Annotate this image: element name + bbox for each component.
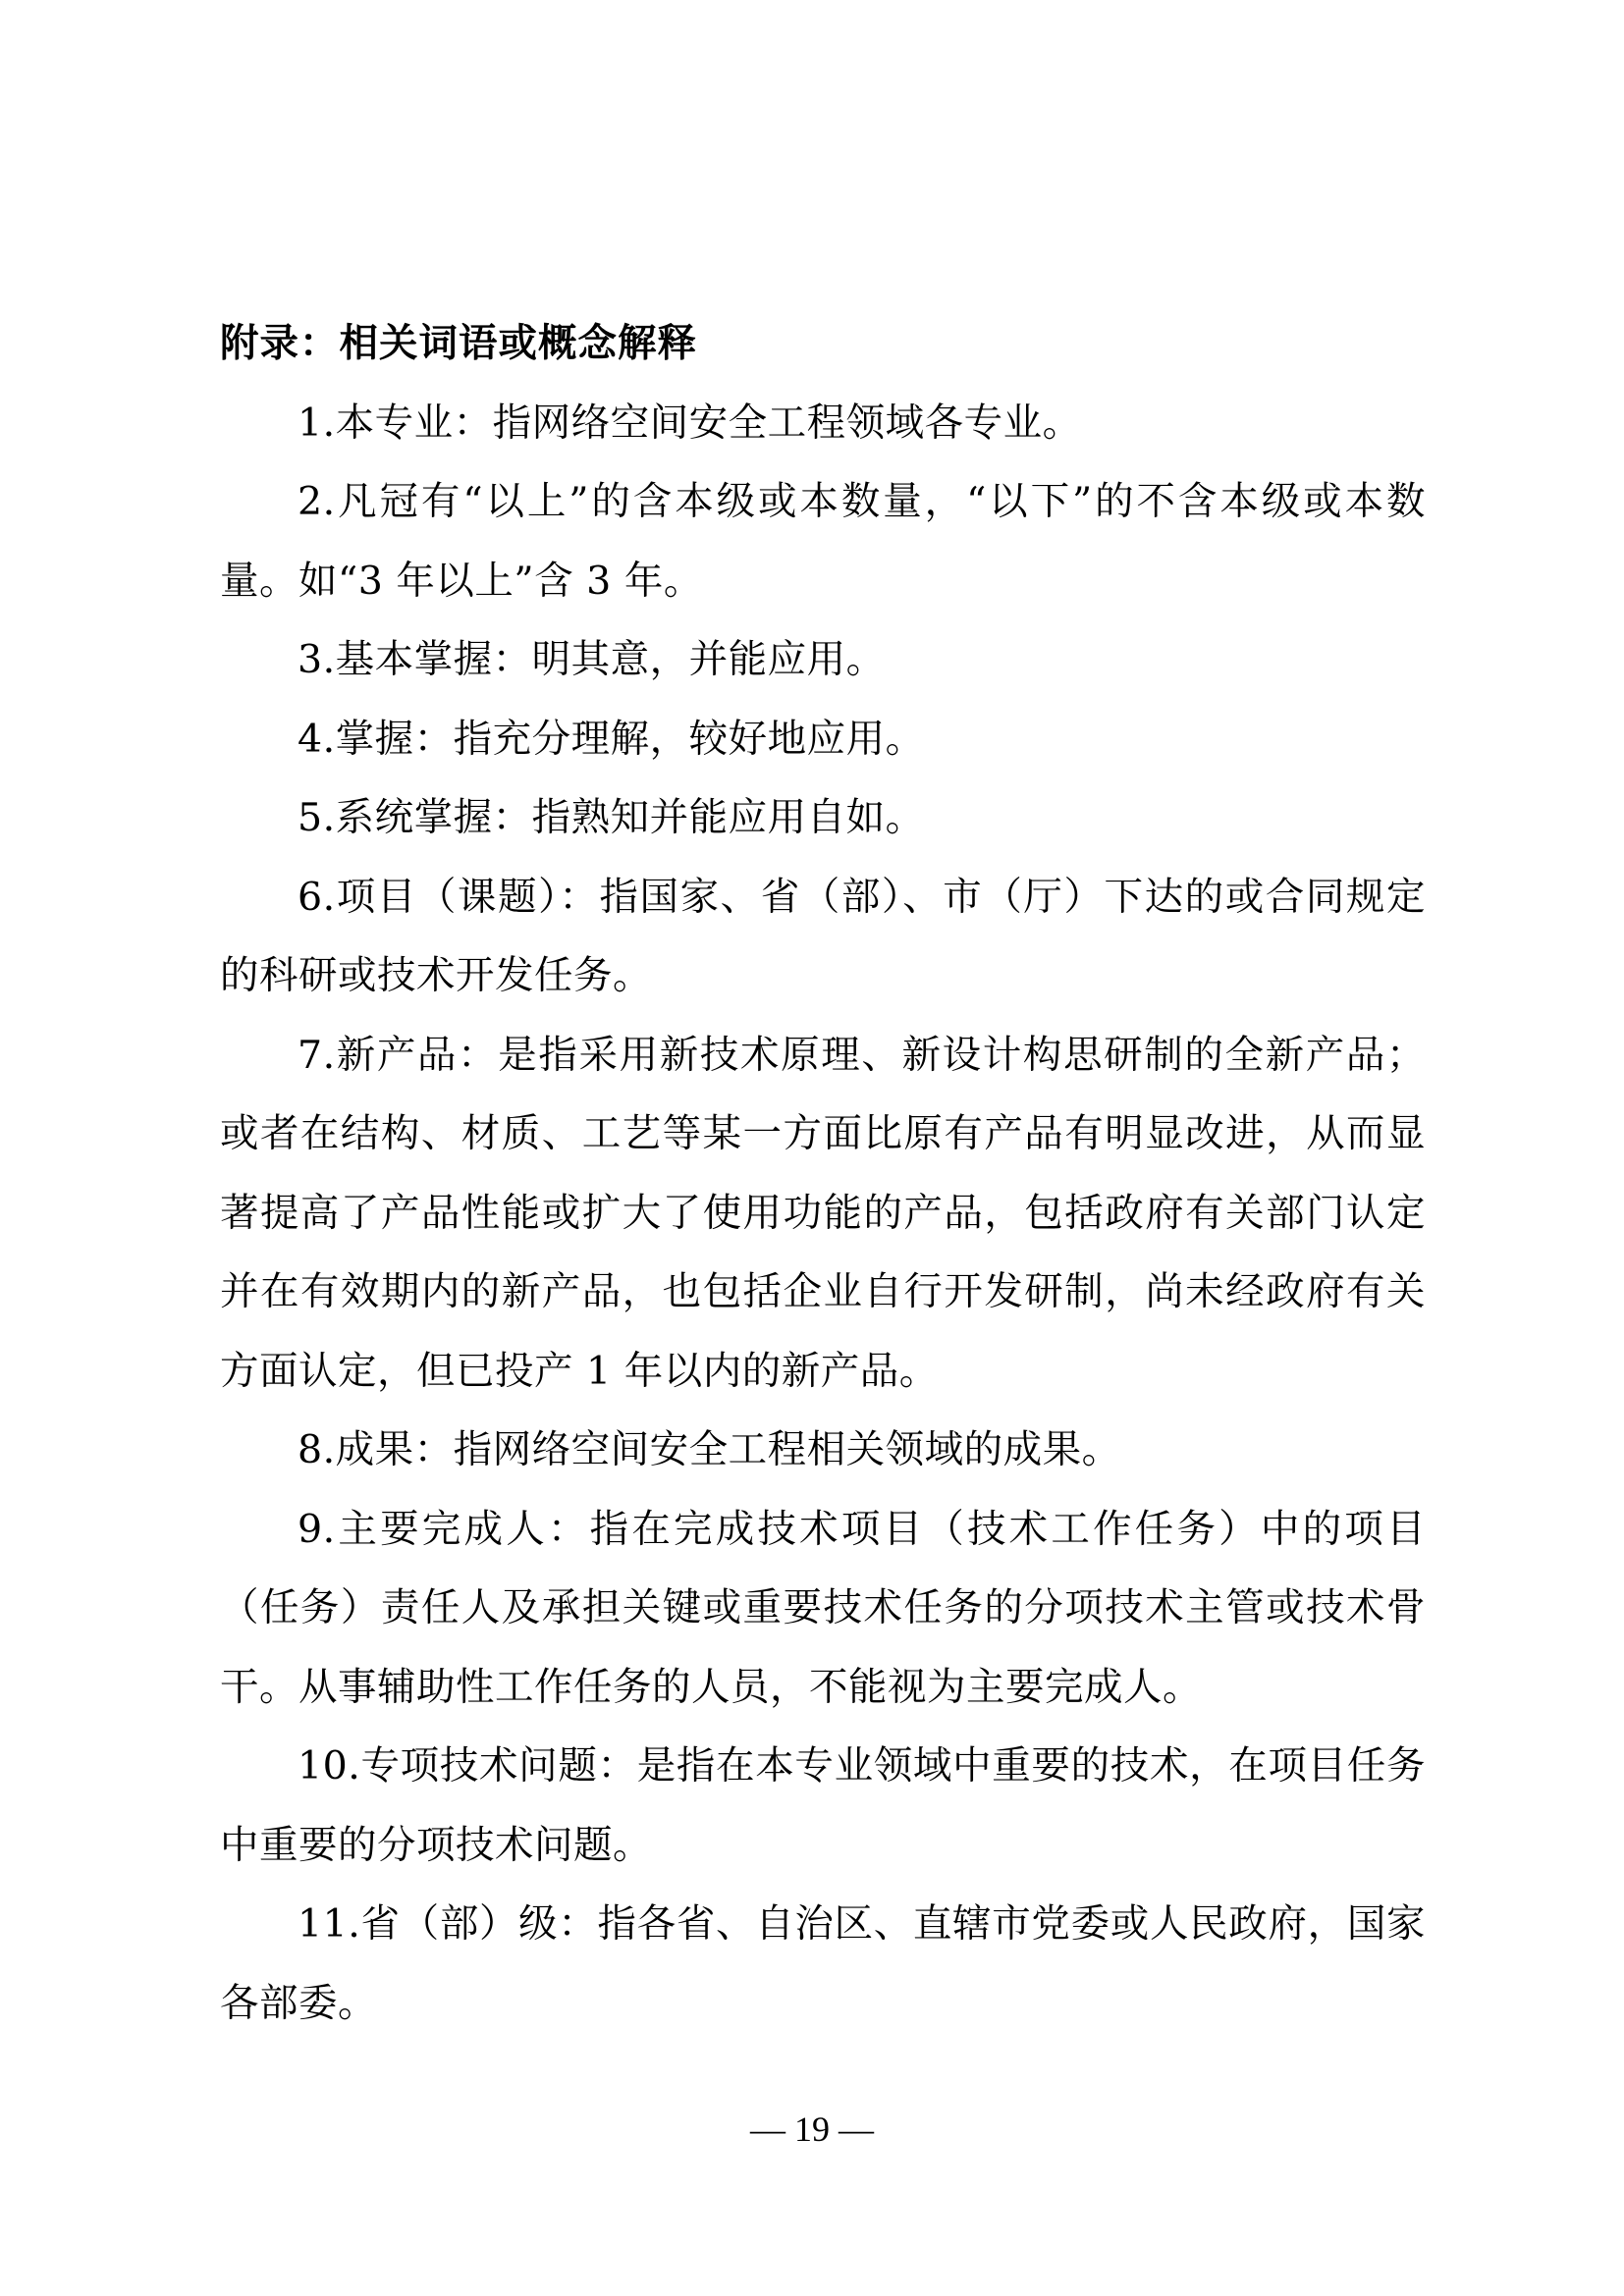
definition-item-4: 4.掌握：指充分理解，较好地应用。 xyxy=(298,716,925,762)
definition-item-10: 10.专项技术问题：是指在本专业领域中重要的技术，在项目任务中重要的分项技术问题。 xyxy=(220,1743,1426,1868)
document-page xyxy=(220,304,1426,2043)
appendix-title: 附录：相关词语或概念解释 xyxy=(220,321,697,366)
definition-item-7: 7.新产品：是指采用新技术原理、新设计构思研制的全新产品；或者在结构、材质、工艺等某一方面比原有产品有明显改进，从而显著提高了产品性能或扩大了使用功能的产品，包括政府有关部门认定并在有效期内的新产品，也包括企业自行开发研制，尚未经政府有关方面认定，但已投产 1 年以内的新产品。 xyxy=(220,1032,1426,1394)
definition-item-2: 2.凡冠有“以上”的含本级或本数量，“以下”的不含本级或本数量。如“3 年以上”含 3 年。 xyxy=(220,479,1426,604)
definition-item-11: 11.省（部）级：指各省、自治区、直辖市党委或人民政府，国家各部委。 xyxy=(220,1901,1426,2026)
definition-item-8: 8.成果：指网络空间安全工程相关领域的成果。 xyxy=(298,1427,1121,1472)
definition-item-1: 1.本专业：指网络空间安全工程领域各专业。 xyxy=(298,400,1082,446)
definition-item-9: 9.主要完成人：指在完成技术项目（技术工作任务）中的项目（任务）责任人及承担关键或重要技术任务的分项技术主管或技术骨干。从事辅助性工作任务的人员，不能视为主要完成人。 xyxy=(220,1506,1426,1710)
definition-item-6: 6.项目（课题）：指国家、省（部）、市（厅）下达的或合同规定的科研或技术开发任务。 xyxy=(220,874,1426,998)
definition-item-3: 3.基本掌握：明其意，并能应用。 xyxy=(298,637,886,682)
definition-item-5: 5.系统掌握：指熟知并能应用自如。 xyxy=(298,795,925,840)
page-number: — 19 — xyxy=(750,2109,874,2149)
